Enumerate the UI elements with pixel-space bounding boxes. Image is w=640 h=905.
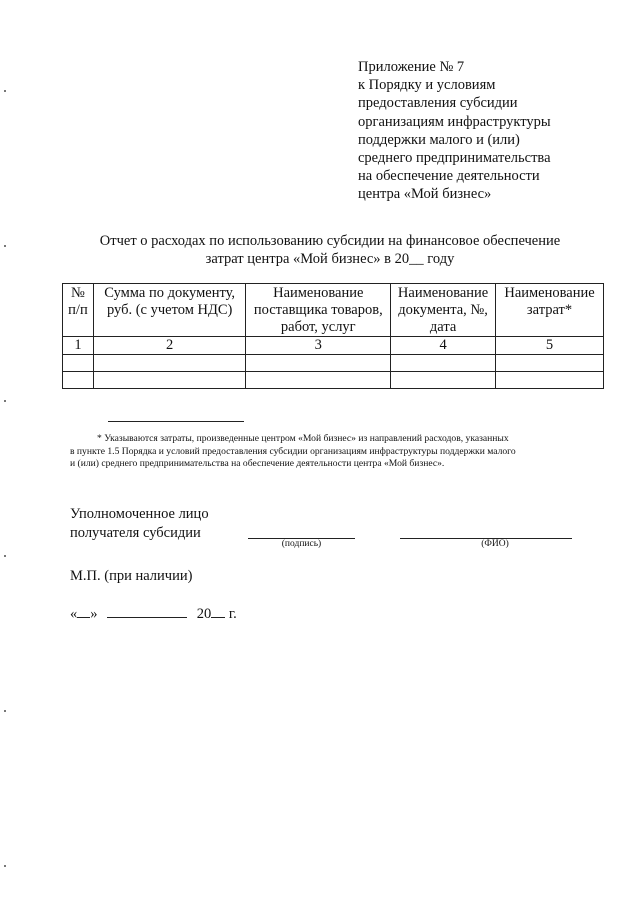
appendix-line: поддержки малого и (или) xyxy=(358,131,520,148)
date-line xyxy=(70,605,237,623)
appendix-line: центра «Мой бизнес» xyxy=(358,186,492,203)
table-cell xyxy=(93,355,246,372)
appendix-header xyxy=(358,58,551,204)
table-row xyxy=(63,355,604,372)
table-cell xyxy=(246,355,391,372)
year-prefix: 20 xyxy=(196,606,212,622)
date-close-quote: » xyxy=(90,606,98,622)
scan-mark xyxy=(4,555,6,557)
table-cell xyxy=(246,372,391,389)
appendix-line: предоставления субсидии xyxy=(358,95,518,112)
expense-table xyxy=(62,283,604,389)
signature-caption: (подпись) xyxy=(281,539,322,549)
footnote-divider xyxy=(108,421,244,422)
table-cell xyxy=(93,372,246,389)
day-blank xyxy=(77,605,90,618)
appendix-line: организациям инфраструктуры xyxy=(358,113,551,130)
header-cell-supplier: Наименование поставщика товаров, работ, услуг xyxy=(246,284,391,337)
scan-mark xyxy=(4,245,6,247)
appendix-line: к Порядку и условиям xyxy=(358,77,496,94)
header-cell-document: Наименование документа, №, дата xyxy=(391,284,496,337)
table-header-row xyxy=(63,284,604,337)
table-cell xyxy=(63,355,94,372)
table-cell xyxy=(496,372,604,389)
header-cell-number: № п/п xyxy=(63,284,94,337)
date-open-quote: « xyxy=(70,606,78,622)
authorized-person-label xyxy=(70,505,209,543)
title-line-2: затрат центра «Мой бизнес» в 20__ году xyxy=(205,251,455,267)
month-blank xyxy=(107,605,187,618)
scan-mark xyxy=(4,90,6,92)
column-number: 2 xyxy=(93,337,246,355)
footnote-line: * Указываются затраты, произведенные центром «Мой бизнес» из направлений расходов, указанных xyxy=(97,433,509,444)
column-number: 5 xyxy=(496,337,604,355)
year-suffix: г. xyxy=(228,606,237,622)
table-cell xyxy=(496,355,604,372)
report-title xyxy=(60,232,600,268)
table-cell xyxy=(391,355,496,372)
column-number: 3 xyxy=(246,337,391,355)
scan-mark xyxy=(4,710,6,712)
stamp-label: М.П. (при наличии) xyxy=(70,568,193,584)
footnote xyxy=(70,433,590,471)
name-caption: (ФИО) xyxy=(481,539,509,549)
scan-mark xyxy=(4,400,6,402)
year-blank xyxy=(211,605,225,618)
footnote-line: в пункте 1.5 Порядка и условий предоставления субсидии организациям инфраструктуры поддержки малого xyxy=(70,445,516,457)
table-row xyxy=(63,372,604,389)
table-number-row xyxy=(63,337,604,355)
footnote-line: и (или) среднего предпринимательства на обеспечение деятельности центра «Мой бизнес». xyxy=(70,458,445,469)
title-line-1: Отчет о расходах по использованию субсидии на финансовое обеспечение xyxy=(99,233,561,249)
authorized-line-1: Уполномоченное лицо xyxy=(70,506,209,522)
table-cell xyxy=(391,372,496,389)
column-number: 4 xyxy=(391,337,496,355)
header-cell-expense: Наименование затрат* xyxy=(496,284,604,337)
scan-mark xyxy=(4,865,6,867)
appendix-line: на обеспечение деятельности xyxy=(358,168,540,185)
appendix-line: Приложение № 7 xyxy=(358,59,465,75)
column-number: 1 xyxy=(63,337,94,355)
table-cell xyxy=(63,372,94,389)
header-cell-amount: Сумма по документу, руб. (с учетом НДС) xyxy=(93,284,246,337)
authorized-line-2: получателя субсидии xyxy=(70,525,201,541)
appendix-line: среднего предпринимательства xyxy=(358,150,551,167)
